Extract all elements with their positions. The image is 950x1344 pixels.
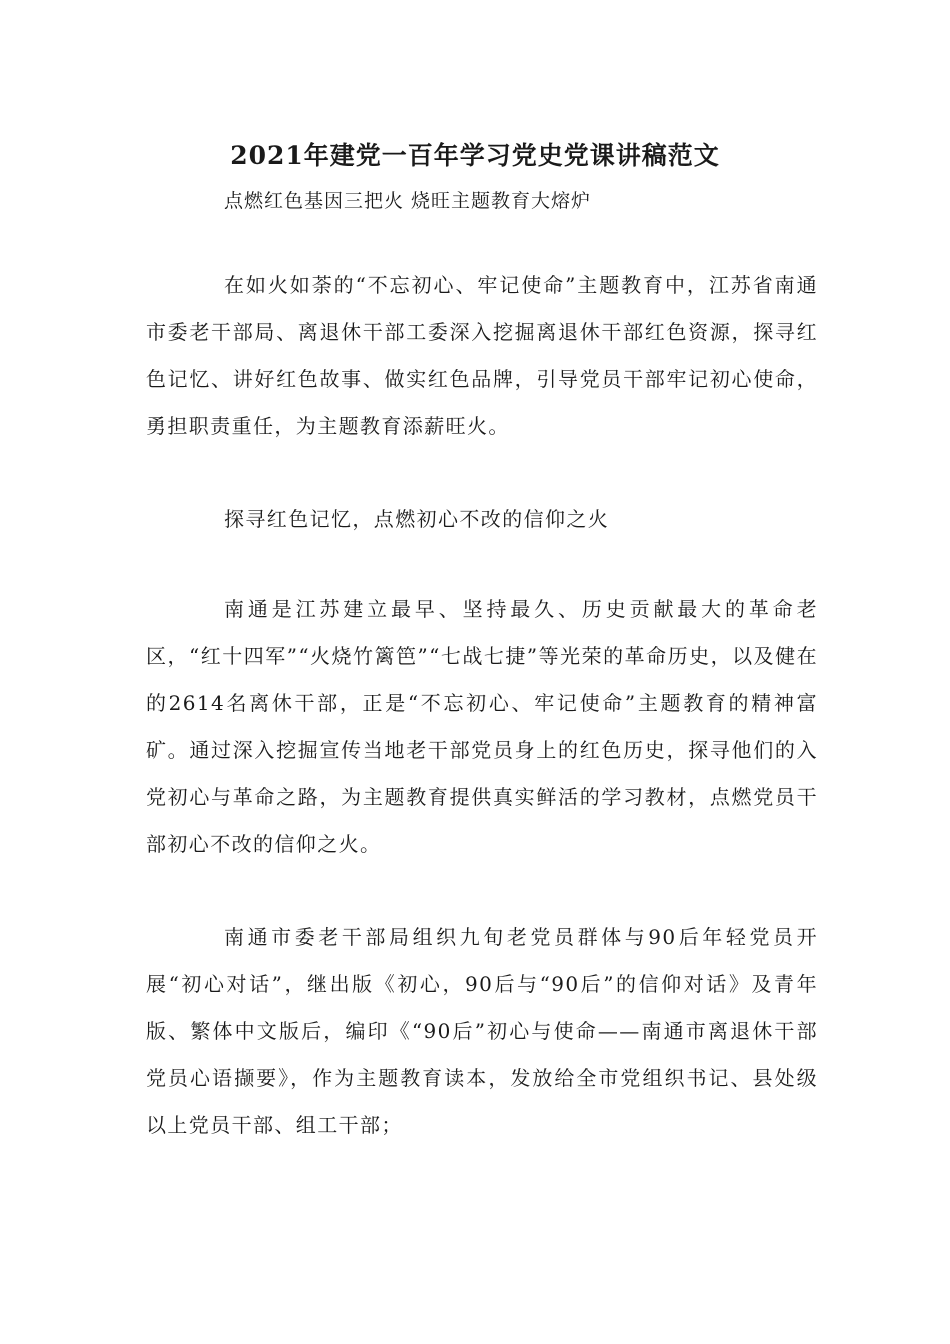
paragraph-intro: 在如火如荼的“不忘初心、牢记使命”主题教育中，江苏省南通市委老干部局、离退休干部工委深入挖掘离退休干部红色资源，探寻红色记忆、讲好红色故事、做实红色品牌，引导党员干部牢记初心使命，勇担职责重任，为主题教育添薪旺火。 [146,273,818,438]
document-subtitle: 点燃红色基因三把火 烧旺主题教育大熔炉 [224,190,592,212]
paragraph-nantong: 南通是江苏建立最早、坚持最久、历史贡献最大的革命老区，“红十四军”“火烧竹篱笆”“七战七捷”等光荣的革命历史，以及健在的2614名离休干部，正是“不忘初心、牢记使命”主题教育的精神富矿。通过深入挖掘宣传当地老干部党员身上的红色历史，探寻他们的入党初心与革命之路，为主题教育提供真实鲜活的学习教材，点燃党员干部初心不改的信仰之火。 [146,597,818,856]
document-title: 2021年建党一百年学习党史党课讲稿范文 [230,141,720,170]
section-heading: 探寻红色记忆，点燃初心不改的信仰之火 [224,507,610,531]
paragraph-dialogue: 南通市委老干部局组织九旬老党员群体与90后年轻党员开展“初心对话”，继出版《初心，90后与“90后”的信仰对话》及青年版、繁体中文版后，编印《“90后”初心与使命——南通市离退休干部党员心语撷要》，作为主题教育读本，发放给全市党组织书记、县处级以上党员干部、组工干部； [146,925,818,1137]
